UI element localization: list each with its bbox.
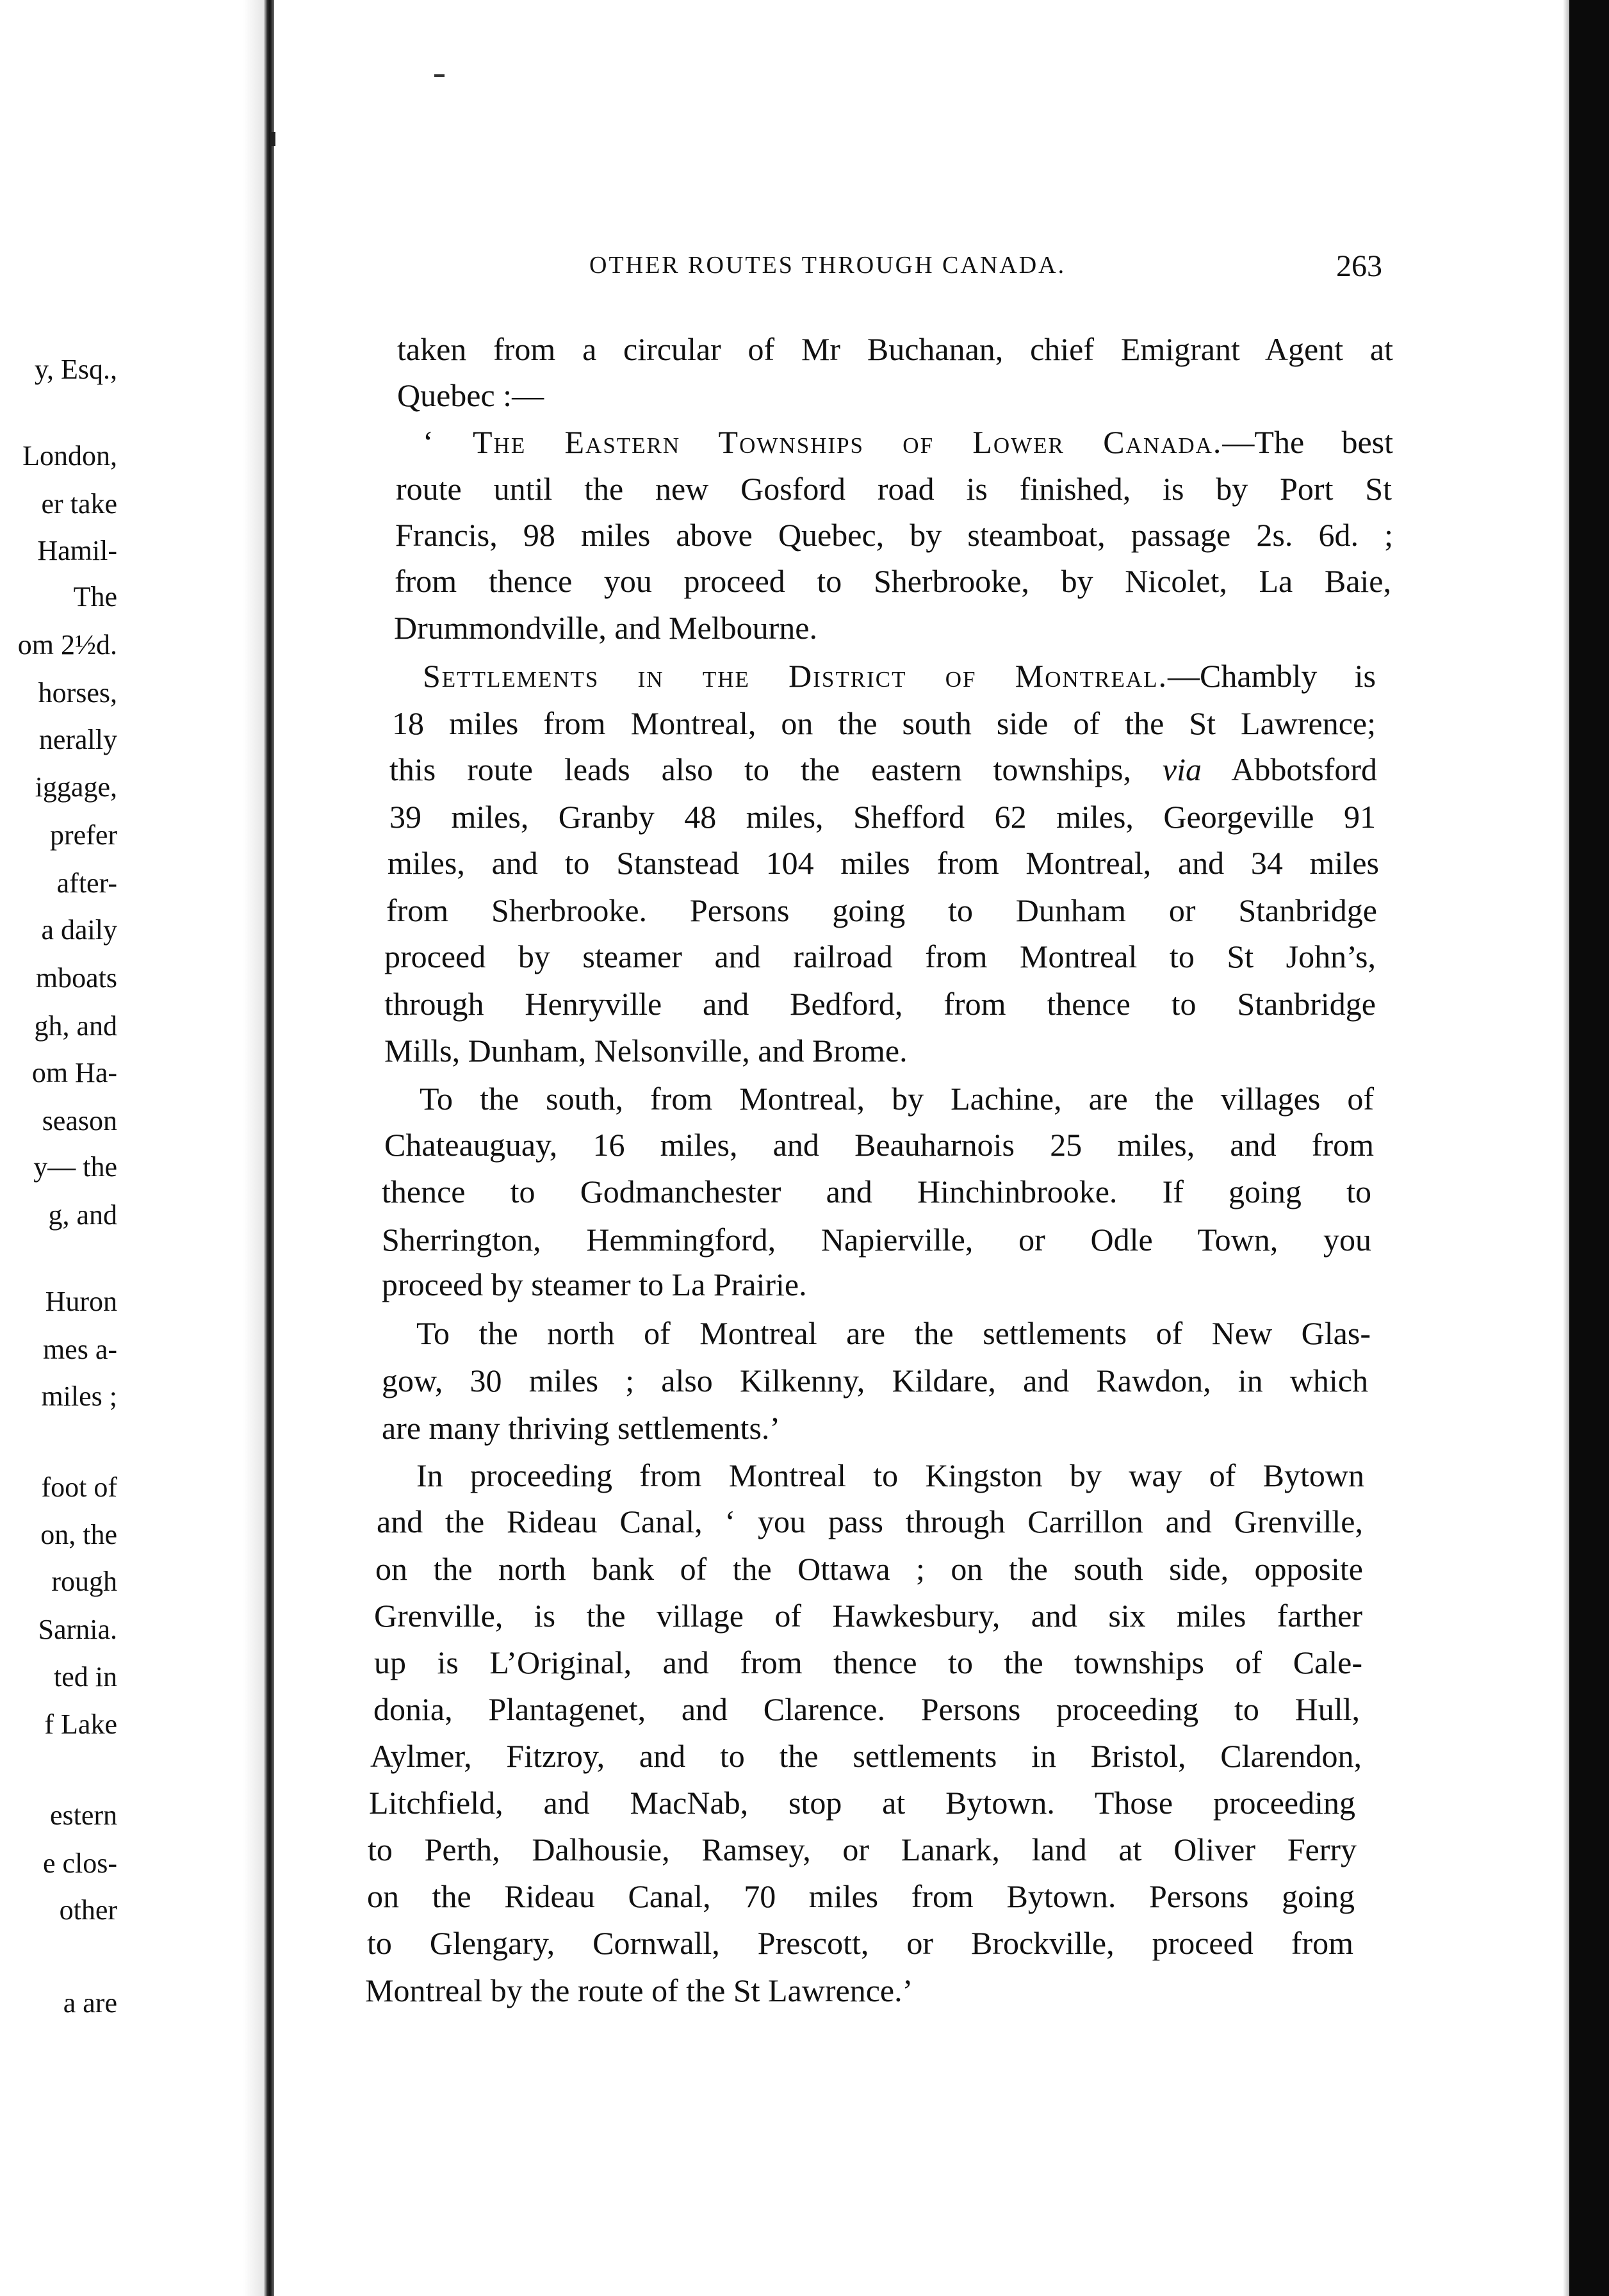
text-line [370, 1740, 1362, 1772]
text-run: route until the new Gosford road is finished, is by Port St [396, 471, 1392, 507]
left-page-line: after- [56, 867, 117, 899]
left-page-line: y— the [33, 1151, 117, 1183]
left-page-line: miles ; [41, 1381, 117, 1412]
text-run: Aylmer, Fitzroy, and to the settlements in Bristol, Clarendon, [370, 1738, 1362, 1774]
text-run: Abbotsford [1202, 751, 1377, 787]
section-heading: ‘ The Eastern Townships of Lower Canada. [423, 424, 1223, 460]
left-page-line: g, and [48, 1199, 117, 1231]
text-run: taken from a circular of Mr Buchanan, chief Emigrant Agent at [397, 331, 1393, 367]
text-run: 39 miles, Granby 48 miles, Shefford 62 miles, Georgeville 91 [389, 799, 1376, 835]
text-run: Chateauguay, 16 miles, and Beauharnois 25 miles, and from [384, 1127, 1374, 1163]
text-line [423, 660, 1376, 692]
left-page-line: om 2½d. [17, 629, 117, 660]
left-page-line: prefer [49, 819, 117, 851]
left-page-line: rough [51, 1566, 117, 1597]
text-line [395, 565, 1391, 597]
text-run: to Perth, Dalhousie, Ramsey, or Lanark, land at Oliver Ferry [368, 1832, 1357, 1867]
text-run: Montreal by the route of the St Lawrence.’ [365, 1972, 913, 2008]
text-run: and the Rideau Canal, ‘ you pass through Carrillon and Grenville, [377, 1504, 1363, 1539]
text-line [382, 1268, 920, 1300]
text-line [373, 1693, 1360, 1725]
left-page-line: Hamil- [37, 535, 117, 566]
text-line [416, 1317, 1371, 1349]
text-line [367, 1880, 1355, 1912]
left-page-line: other [59, 1894, 117, 1926]
text-line [416, 1459, 1364, 1491]
left-page-line: The [73, 581, 117, 612]
left-page-line: Sarnia. [38, 1614, 117, 1645]
text-line [384, 1035, 1025, 1067]
text-line [382, 1412, 913, 1444]
scanner-background [1569, 0, 1609, 2296]
text-line [382, 1224, 1371, 1256]
text-line [396, 473, 1392, 505]
text-line [377, 1505, 1363, 1538]
text-line [389, 753, 1377, 785]
text-line [374, 1600, 1362, 1632]
text-run: Sherrington, Hemmingford, Napierville, or Odle Town, you [382, 1222, 1371, 1258]
text-run: In proceeding from Montreal to Kingston by way of Bytown [416, 1457, 1364, 1493]
text-run: are many thriving settlements.’ [382, 1410, 781, 1446]
text-run: Francis, 98 miles above Quebec, by steamboat, passage 2s. 6d. ; [395, 517, 1393, 553]
left-page-line: Huron [45, 1286, 117, 1317]
text-run: through Henryville and Bedford, from thence to Stanbridge [384, 986, 1376, 1022]
text-line [382, 1365, 1368, 1397]
text-line [423, 426, 1393, 458]
text-line [386, 894, 1377, 926]
left-page-line: horses, [38, 677, 117, 709]
text-run: Drummondville, and Melbourne. [394, 610, 817, 646]
text-run: Grenville, is the village of Hawkesbury, and six miles farther [374, 1598, 1362, 1634]
text-run: To the south, from Montreal, by Lachine, are the villages of [420, 1081, 1374, 1117]
ink-speck [270, 132, 275, 146]
text-run: from thence you proceed to Sherbrooke, by Nicolet, La Baie, [395, 563, 1391, 599]
text-line [397, 333, 1393, 365]
left-page-line: f Lake [44, 1709, 117, 1740]
left-page-line: estern [49, 1800, 117, 1831]
left-page-line: foot of [41, 1472, 117, 1503]
text-line [369, 1787, 1355, 1819]
left-page-line: on, the [40, 1519, 117, 1550]
text-run: Litchfield, and MacNab, stop at Bytown. Those proceeding [369, 1785, 1355, 1821]
text-run: To the north of Montreal are the settlements of New Glas- [416, 1315, 1371, 1351]
text-line [368, 1833, 1357, 1866]
text-line [392, 707, 1376, 739]
left-page-line: er take [41, 488, 117, 520]
page-number: 263 [1336, 249, 1382, 283]
text-run: Quebec :— [397, 377, 544, 413]
text-run: donia, Plantagenet, and Clarence. Persons proceeding to Hull, [373, 1691, 1360, 1727]
text-line [395, 519, 1393, 551]
text-run: on the north bank of the Ottawa ; on the south side, opposite [375, 1551, 1363, 1587]
text-line [384, 1129, 1374, 1161]
text-line [388, 847, 1379, 879]
text-line [394, 612, 855, 644]
left-page-line: iggage, [35, 771, 117, 803]
text-line [365, 1974, 1012, 2006]
left-page-line: London, [22, 440, 117, 472]
text-line [374, 1646, 1362, 1678]
page-gutter [264, 0, 274, 2296]
text-run: miles, and to Stanstead 104 miles from Montreal, and 34 miles [388, 845, 1379, 881]
left-page-line: y, Esq., [34, 354, 117, 385]
text-run: thence to Godmanchester and Hinchinbrooke. If going to [382, 1174, 1371, 1210]
left-page-line: a daily [41, 914, 117, 946]
section-heading: Settlements in the District of Montreal. [423, 658, 1168, 694]
left-page-line: mes a- [42, 1334, 117, 1365]
text-run: from Sherbrooke. Persons going to Dunham or Stanbridge [386, 892, 1377, 928]
text-run: Mills, Dunham, Nelsonville, and Brome. [384, 1033, 908, 1069]
left-page-line: mboats [35, 962, 117, 994]
italic-word: via [1162, 751, 1202, 787]
left-page-line: season [42, 1105, 117, 1136]
left-page-line: nerally [38, 724, 117, 755]
text-line [367, 1927, 1353, 1959]
text-run: proceed by steamer to La Prairie. [382, 1267, 807, 1302]
left-page-line: a are [63, 1987, 117, 2019]
text-run: —The best [1222, 424, 1393, 460]
page-edge-shadow [1563, 0, 1569, 2296]
text-line [420, 1083, 1374, 1115]
page-gutter-shadow [243, 0, 264, 2296]
text-line [389, 801, 1376, 833]
ink-speck [434, 74, 445, 77]
left-page-line: e clos- [42, 1848, 117, 1879]
left-page-line: ted in [54, 1661, 117, 1693]
text-run: on the Rideau Canal, 70 miles from Bytown. Persons going [367, 1878, 1355, 1914]
text-run: proceed by steamer and railroad from Montreal to St John’s, [384, 939, 1376, 974]
text-line [384, 988, 1376, 1020]
text-line [375, 1553, 1363, 1585]
text-line [397, 379, 602, 411]
left-page-line: om Ha- [31, 1057, 117, 1088]
running-head: OTHER ROUTES THROUGH CANADA. [589, 252, 1066, 279]
text-line [382, 1176, 1371, 1208]
left-page-line: gh, and [34, 1010, 117, 1042]
text-line [384, 940, 1376, 972]
text-run: this route leads also to the eastern townships, [389, 751, 1163, 787]
text-run: —Chambly is [1168, 658, 1376, 694]
text-run: up is L’Original, and from thence to the townships of Cale- [374, 1644, 1362, 1680]
text-run: 18 miles from Montreal, on the south side of the St Lawrence; [392, 705, 1376, 741]
text-run: gow, 30 miles ; also Kilkenny, Kildare, and Rawdon, in which [382, 1363, 1368, 1398]
text-run: to Glengary, Cornwall, Prescott, or Brockville, proceed from [367, 1925, 1353, 1961]
